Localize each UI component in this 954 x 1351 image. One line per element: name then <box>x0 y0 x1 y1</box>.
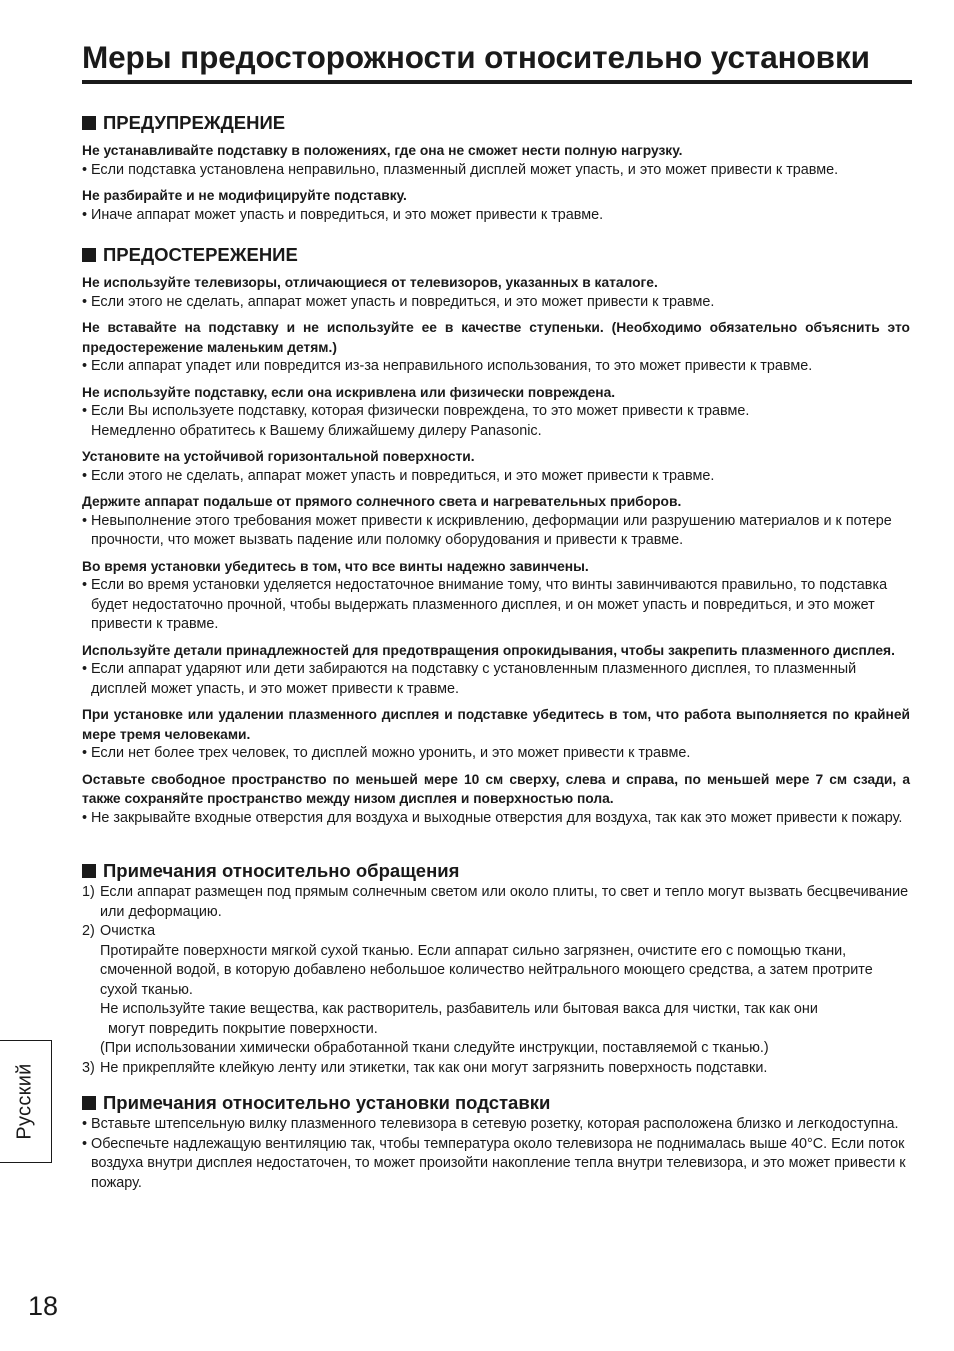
caution-item <box>82 383 910 442</box>
handling-note-3 <box>82 1059 910 1079</box>
note-text: Не прикрепляйте клейкую ленту или этикетки, так как они могут загрязнить поверхность подставки. <box>100 1059 768 1076</box>
handling-heading <box>82 859 910 883</box>
caution-heading-text: ПРЕДОСТЕРЕЖЕНИЕ <box>103 244 298 265</box>
caution-extra-note: Немедленно обратитесь к Вашему ближайшему дилеру Panasonic. <box>91 422 542 439</box>
warning-item <box>82 186 910 225</box>
caution-rule: Держите аппарат подальше от прямого солнечного света и нагревательных приборов. <box>82 494 682 509</box>
caution-rule: Используйте детали принадлежностей для предотвращения опрокидывания, чтобы закрепить плазменного дисплея. <box>82 642 895 658</box>
caution-consequence: • Если этого не сделать, аппарат может упасть и повредиться, и это может привести к травме. <box>82 467 910 487</box>
square-bullet-icon <box>82 864 96 878</box>
install-note: • Вставьте штепсельную вилку плазменного телевизора в сетевую розетку, которая расположена близко и легкодоступна. <box>82 1115 910 1135</box>
caution-rule: Во время установки убедитесь в том, что все винты надежно завинчены. <box>82 558 589 574</box>
warning-consequence: • Иначе аппарат может упасть и повредиться, и это может привести к травме. <box>82 206 910 226</box>
cleaning-paragraph: Протирайте поверхности мягкой сухой тканью. Если аппарат сильно загрязнен, очистите его с помощью ткани, смоченной водой, в которую добавлено небольшое количество нейтрального моющего средства, а затем протрите сухой тканью. <box>100 942 873 998</box>
caution-consequence: • Если Вы используете подставку, которая физически повреждена, то это может привести к травме. <box>82 402 910 422</box>
caution-rule: Не вставайте на подставку и не используйте ее в качестве ступеньки. (Необходимо обязательно объяснить это предостережение маленьким детям.) <box>82 320 910 355</box>
caution-consequence: • Если аппарат упадет или повредится из-за неправильного использования, то это может привести к травме. <box>82 357 910 377</box>
warning-rule: Не разбирайте и не модифицируйте подставку. <box>82 188 407 203</box>
caution-item <box>82 273 910 312</box>
caution-consequence: • Если аппарат ударяют или дети забираются на подставку с установленным плазменного дисплея, то плазменный дисплей может упасть, и это может привести к травме. <box>82 660 910 699</box>
cleaning-paragraph: Не используйте такие вещества, как растворитель, разбавитель или бытовая вакса для чистки, так как они <box>100 1001 818 1017</box>
caution-rule: Не используйте подставку, если она искривлена или физически повреждена. <box>82 384 616 400</box>
language-side-tab <box>0 1040 52 1163</box>
caution-consequence: • Если этого не сделать, аппарат может упасть и повредиться, и это может привести к травме. <box>82 293 910 313</box>
caution-consequence: • Если нет более трех человек, то дисплей можно уронить, и это может привести к травме. <box>82 744 910 764</box>
warning-item <box>82 141 910 180</box>
warning-heading <box>82 111 910 135</box>
page-number: 18 <box>28 1291 59 1321</box>
note-text: Если аппарат размещен под прямым солнечным светом или около плиты, то свет и тепло могут вызвать бесцвечивание или деформацию. <box>100 884 909 920</box>
handling-note-2 <box>82 922 910 942</box>
caution-item <box>82 557 910 635</box>
caution-rule: Не используйте телевизоры, отличающиеся от телевизоров, указанных в каталоге. <box>82 275 658 290</box>
language-label: Русский <box>14 1063 36 1140</box>
caution-item <box>82 641 910 700</box>
square-bullet-icon <box>82 1096 96 1110</box>
handling-heading-text: Примечания относительно обращения <box>103 860 460 881</box>
cleaning-paragraph: (При использовании химически обработанной ткани следуйте инструкции, поставляемой с тканью.) <box>100 1040 769 1056</box>
install-notes-heading-text: Примечания относительно установки подставки <box>103 1092 551 1113</box>
caution-rule: Оставьте свободное пространство по меньшей мере 10 см сверху, слева и справа, по меньшей мере 7 см сзади, а также сохраняйте пространство между низом дисплея и поверхностью пола. <box>82 771 910 806</box>
caution-item <box>82 492 910 551</box>
note-number: 3) <box>82 1059 95 1076</box>
caution-consequence: • Не закрывайте входные отверстия для воздуха и выходные отверстия для воздуха, так как это может привести к пожару. <box>82 809 910 829</box>
main-content <box>82 108 910 1193</box>
square-bullet-icon <box>82 116 96 130</box>
caution-item <box>82 318 910 377</box>
caution-rule: Установите на устойчивой горизонтальной поверхности. <box>82 449 475 464</box>
warning-rule: Не устанавливайте подставку в положениях, где она не сможет нести полную нагрузку. <box>82 143 683 158</box>
caution-consequence: • Если во время установки уделяется недостаточное внимание тому, что винты завинчиваются правильно, то подставка будет недостаточно прочной, чтобы выдержать плазменного дисплея, и он может упасть и повредиться, и это может привести к травме. <box>82 576 910 635</box>
cleaning-paragraph: могут повредить покрытие поверхности. <box>108 1020 378 1037</box>
note-text: Очистка <box>100 923 156 939</box>
warning-heading-text: ПРЕДУПРЕЖДЕНИЕ <box>103 112 286 133</box>
warning-consequence: • Если подставка установлена неправильно, плазменный дисплей может упасть, и это может привести к травме. <box>82 161 910 181</box>
install-note: • Обеспечьте надлежащую вентиляцию так, чтобы температура около телевизора не поднималась выше 40°C. Если поток воздуха внутри дисплея недостаточен, то может произойти накопление тепла внутри телевизора, и это может привести к пожару. <box>82 1135 910 1194</box>
caution-item <box>82 447 910 486</box>
caution-rule: При установке или удалении плазменного дисплея и подставке убедитесь в том, что работа выполняется по крайней мере тремя человеками. <box>82 707 910 742</box>
caution-item <box>82 770 910 829</box>
handling-note-1 <box>82 883 910 922</box>
square-bullet-icon <box>82 248 96 262</box>
caution-consequence: • Невыполнение этого требования может привести к искривлению, деформации или разрушению материалов и к потере прочности, что может вызвать падение или поломку оборудования и привести к травме. <box>82 512 910 551</box>
caution-heading <box>82 243 910 267</box>
page-title: Меры предосторожности относительно установки <box>82 38 912 84</box>
caution-item <box>82 705 910 764</box>
install-notes-heading <box>82 1091 910 1115</box>
note-number: 2) <box>82 923 95 939</box>
note-number: 1) <box>82 884 95 900</box>
